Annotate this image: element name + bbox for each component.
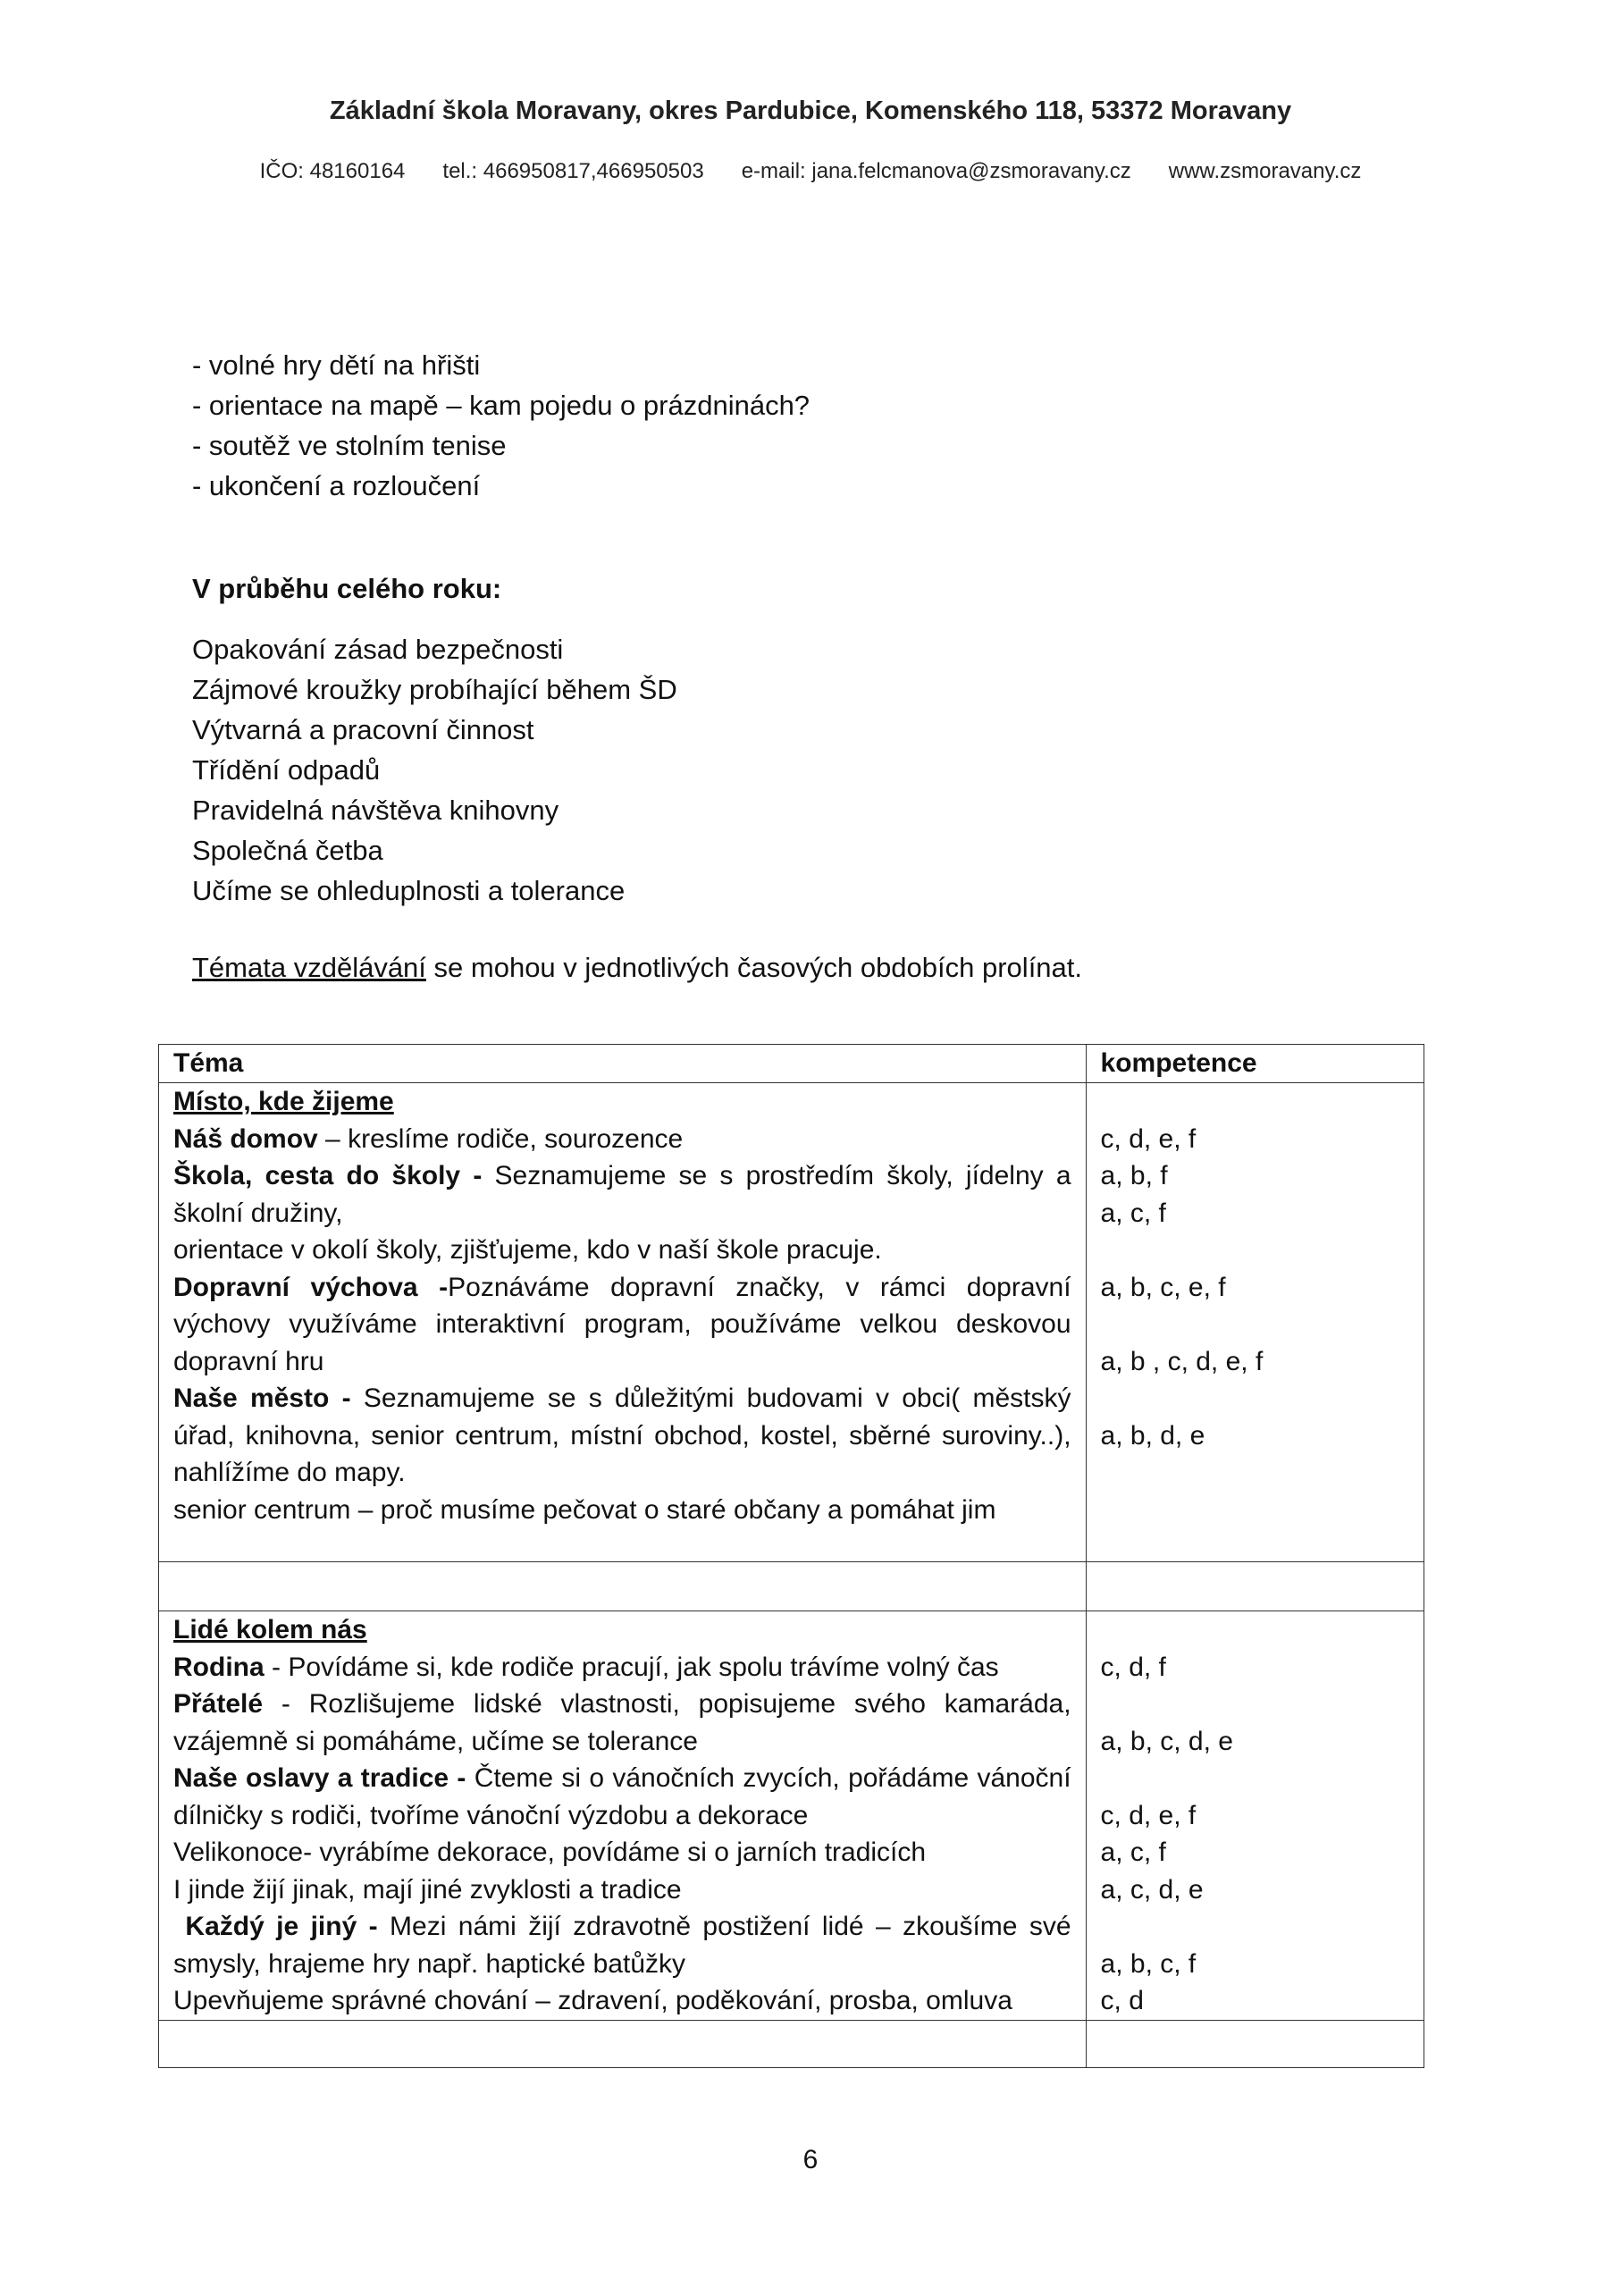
section-place-competences [1086, 1083, 1424, 1562]
text-line: Naše oslavy a tradice - Čteme si o vánočních zvycích, pořádáme vánoční [173, 1763, 1071, 1793]
page-number: 6 [802, 2145, 819, 2174]
text-line: úřad, knihovna, senior centrum, místní obchod, kostel, sběrné suroviny..), [173, 1420, 1071, 1451]
text-line: nahlížíme do mapy. [173, 1458, 406, 1487]
ico-text: IČO: 48160164 [259, 159, 406, 183]
text-line: školní družiny, [173, 1198, 343, 1228]
list-item: Opakování zásad bezpečnosti [192, 634, 564, 665]
list-item: Společná četba [192, 835, 383, 866]
list-item: - volné hry dětí na hřišti [192, 349, 481, 381]
note-text: se mohou v jednotlivých časových obdobích prolínat. [425, 952, 1083, 983]
text-line: vzájemně si pomáháme, učíme se tolerance [173, 1726, 698, 1756]
competence-value: a, b, c, d, e [1100, 1726, 1233, 1756]
list-item: Výtvarná a pracovní činnost [192, 714, 534, 745]
table-row [159, 1083, 1424, 1562]
activity-list [192, 345, 810, 506]
email-text: e-mail: jana.felcmanova@zsmoravany.cz [741, 159, 1131, 183]
text-line: Velikonoce- vyrábíme dekorace, povídáme si o jarních tradicích [173, 1838, 927, 1867]
text-line: Naše město - Seznamujeme se s důležitými budovami v obci( městský [173, 1383, 1071, 1413]
list-item: Třídění odpadů [192, 754, 381, 786]
text-line: Každý je jiný - Mezi námi žijí zdravotně postižení lidé – zkoušíme své [185, 1912, 1071, 1941]
list-item: - ukončení a rozloučení [192, 470, 481, 501]
competence-value: c, d, e, f [1100, 1800, 1197, 1830]
text-line: Náš domov – kreslíme rodiče, sourozence [173, 1123, 684, 1154]
competence-value: a, b, c, e, f [1100, 1272, 1226, 1302]
text-line: Přátelé - Rozlišujeme lidské vlastnosti, popisujeme svého kamaráda, [173, 1689, 1071, 1719]
year-list [192, 629, 677, 911]
text-line: Rodina - Povídáme si, kde rodiče pracují, jak spolu trávíme volný čas [173, 1652, 999, 1682]
school-header-title: Základní škola Moravany, okres Pardubice, Komenského 118, 53372 Moravany [329, 97, 1292, 125]
list-item: Učíme se ohleduplnosti a tolerance [192, 875, 626, 906]
text-line: Škola, cesta do školy - Seznamujeme se s prostředím školy, jídelny a [173, 1161, 1071, 1190]
text-line: I jinde žijí jinak, mají jiné zvyklosti a tradice [173, 1874, 682, 1905]
competence-value: a, b , c, d, e, f [1100, 1346, 1264, 1376]
text-line: dopravní hru [173, 1346, 324, 1376]
section-people-competences [1086, 1611, 1424, 2021]
table-row-empty [159, 2021, 1424, 2068]
competence-value: a, c, d, e [1100, 1874, 1204, 1905]
list-item: Zájmové kroužky probíhající během ŠD [192, 674, 677, 705]
list-item: - orientace na mapě – kam pojedu o prázdninách? [192, 390, 810, 421]
text-line: smysly, hrajeme hry např. haptické batůžky [173, 1948, 686, 1979]
table-row-empty [159, 1562, 1424, 1611]
text-line: Upevňujeme správné chování – zdravení, poděkování, prosba, omluva [173, 1986, 1012, 2015]
section-place-cell [159, 1083, 1087, 1562]
year-heading [192, 568, 501, 609]
competence-value: a, b, f [1100, 1161, 1168, 1190]
list-item: - soutěž ve stolním tenise [192, 430, 507, 461]
header-kompetence: kompetence [1086, 1045, 1424, 1083]
competence-value: c, d [1100, 1986, 1144, 2015]
section-title: Lidé kolem nás [173, 1615, 367, 1644]
text-line: dílničky s rodiči, tvoříme vánoční výzdobu a dekorace [173, 1800, 809, 1830]
table-row [159, 1611, 1424, 2021]
section-title: Místo, kde žijeme [173, 1087, 394, 1116]
website-text: www.zsmoravany.cz [1168, 159, 1362, 183]
competence-value: a, c, f [1100, 1838, 1166, 1867]
section-people-cell [159, 1611, 1087, 2021]
header-tema: Téma [159, 1045, 1087, 1083]
competence-value: a, b, c, f [1100, 1948, 1197, 1979]
text-line: orientace v okolí školy, zjišťujeme, kdo v naší škole pracuje. [173, 1235, 882, 1265]
text-line: výchovy využíváme interaktivní program, používáme velkou deskovou [173, 1309, 1071, 1339]
competence-value: c, d, f [1100, 1652, 1166, 1682]
note-paragraph [192, 947, 1082, 988]
table-header-row [159, 1045, 1424, 1083]
note-underlined: Témata vzdělávání [192, 952, 426, 983]
text-line: senior centrum – proč musíme pečovat o staré občany a pomáhat jim [173, 1494, 996, 1525]
competence-value: c, d, e, f [1100, 1123, 1197, 1154]
phone-text: tel.: 466950817,466950503 [442, 159, 704, 183]
competence-value: a, b, d, e [1100, 1420, 1205, 1451]
competence-value: a, c, f [1100, 1198, 1166, 1228]
school-contacts [0, 159, 1621, 184]
section-heading: V průběhu celého roku: [192, 573, 502, 604]
text-line: Dopravní výchova -Poznáváme dopravní značky, v rámci dopravní [173, 1272, 1071, 1302]
competence-table [158, 1044, 1424, 2068]
list-item: Pravidelná návštěva knihovny [192, 795, 559, 826]
